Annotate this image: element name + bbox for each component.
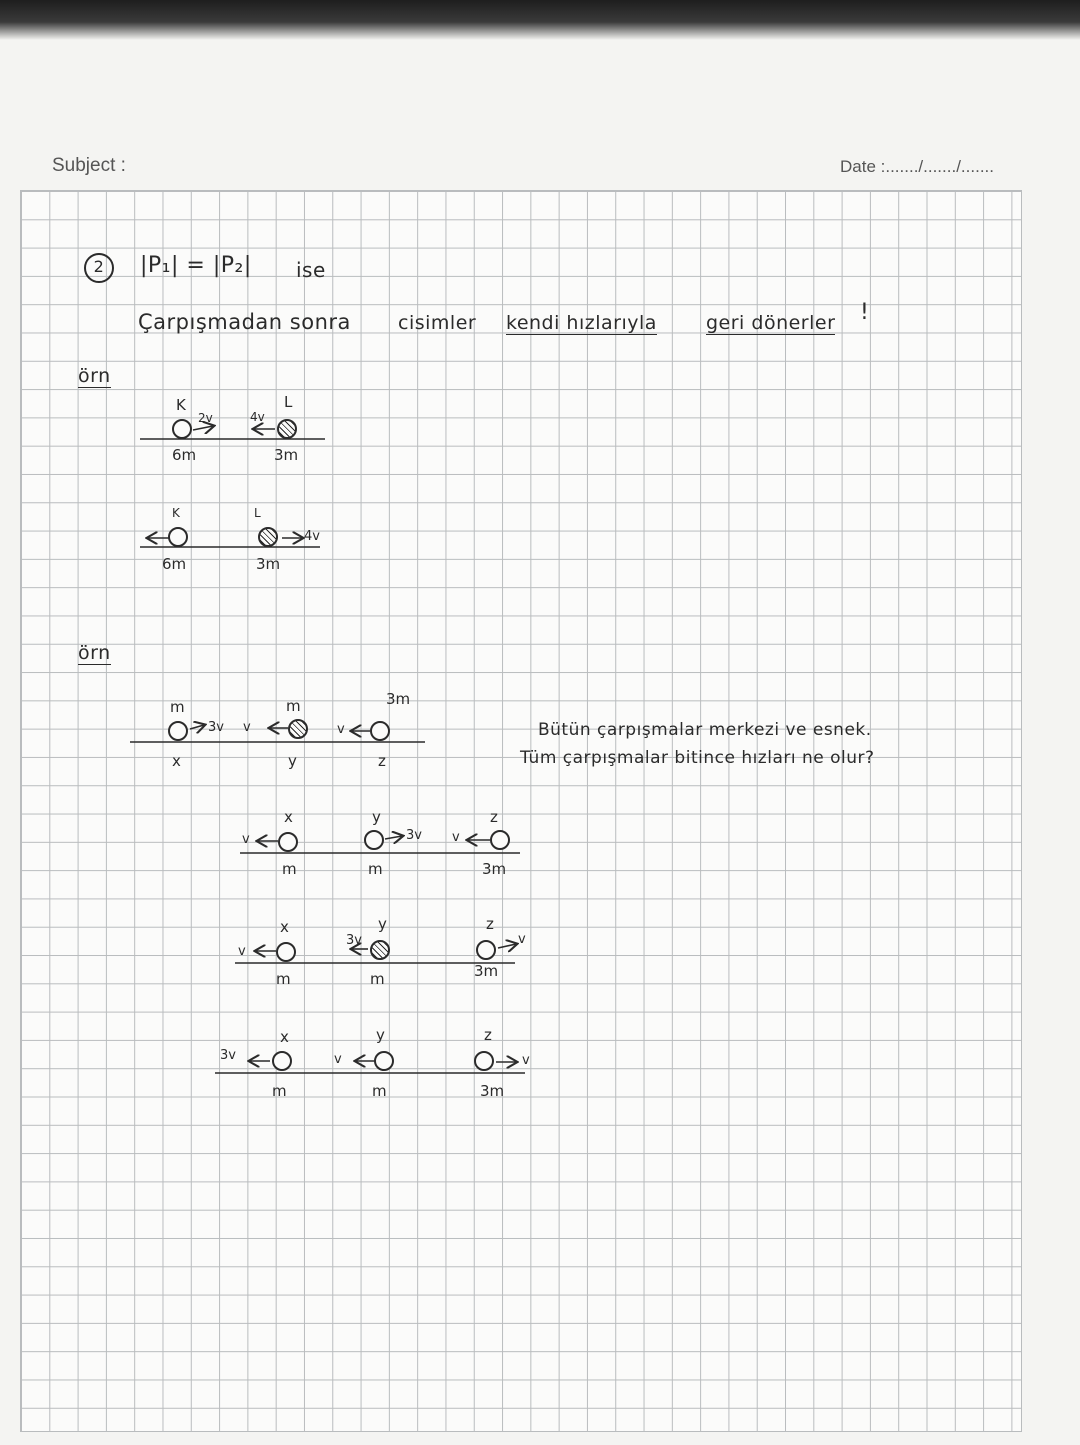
r4-ball-x	[272, 1051, 292, 1071]
r3-mass-y: m	[370, 970, 385, 988]
rule-statement-3: kendi hızlarıyla	[506, 312, 657, 334]
r1-mass-y: m	[286, 697, 301, 715]
ex1-after-mass-l: 3m	[256, 555, 281, 573]
r1-ball-y	[288, 719, 308, 739]
r1-ball-x	[168, 721, 188, 741]
ex1-v-l: 4v	[250, 410, 265, 424]
r2-ball-x	[278, 832, 298, 852]
ex1-after-v-l: 4v	[304, 529, 320, 544]
r3-v-y: 3v	[346, 933, 362, 948]
r4-mass-x: m	[272, 1082, 287, 1100]
r4-mass-z: 3m	[480, 1082, 505, 1100]
r3-lbl-x: x	[280, 918, 289, 936]
r3-lbl-z: z	[486, 915, 494, 933]
r1-lbl-z: z	[378, 752, 386, 770]
r1-x-arrow	[190, 725, 204, 729]
ex1-after-ball-k	[168, 527, 188, 547]
r1-v-z: v	[337, 722, 345, 737]
r1-lbl-y: y	[288, 752, 297, 770]
r3-ball-y	[370, 940, 390, 960]
r2-lbl-x: x	[284, 808, 293, 826]
rule-statement-1: Çarpışmadan sonra	[138, 310, 351, 334]
ex1-k-label: K	[176, 396, 186, 414]
ex1-l-label: L	[284, 393, 293, 411]
r2-ball-z	[490, 830, 510, 850]
r2-ball-y	[364, 830, 384, 850]
ex1-ball-k	[172, 419, 192, 439]
r4-mass-y: m	[372, 1082, 387, 1100]
subject-label: Subject :	[52, 155, 126, 176]
r2-v-y: 3v	[406, 828, 422, 843]
r3-v-z: v	[518, 932, 526, 947]
r2-mass-z: 3m	[482, 860, 507, 878]
r1-lbl-x: x	[172, 752, 181, 770]
r1-mass-x: m	[170, 698, 185, 716]
r3-mass-z: 3m	[474, 962, 499, 980]
example2-note-line-1: Bütün çarpışmalar merkezi ve esnek.	[538, 720, 872, 740]
r1-mass-z: 3m	[386, 690, 411, 708]
ex1-v-k: 2v	[198, 411, 213, 425]
r2-v-x: v	[242, 832, 250, 847]
r4-v-y: v	[334, 1052, 342, 1067]
ex1-k-arrow	[193, 426, 213, 430]
condition-suffix: ise	[296, 258, 326, 282]
r2-lbl-z: z	[490, 808, 498, 826]
rule-exclamation: !	[860, 300, 870, 325]
example1-tag: örn	[78, 365, 111, 387]
r4-v-x: 3v	[220, 1048, 236, 1063]
ex1-ball-l	[277, 419, 297, 439]
ex1-mass-k: 6m	[172, 446, 197, 464]
ex1-mass-l: 3m	[274, 446, 299, 464]
r3-v-x: v	[238, 944, 246, 959]
ex1-after-mass-k: 6m	[162, 555, 187, 573]
r2-mass-y: m	[368, 860, 383, 878]
rule-statement-2: cisimler	[398, 312, 477, 334]
item-number: 2	[84, 253, 114, 283]
r3-ball-x	[276, 942, 296, 962]
r3-mass-x: m	[276, 970, 291, 988]
r2-y-arrow	[385, 836, 402, 839]
r1-ball-z	[370, 721, 390, 741]
r2-mass-x: m	[282, 860, 297, 878]
r3-ball-z	[476, 940, 496, 960]
r2-v-z: v	[452, 830, 460, 845]
ex1-after-l-label: L	[254, 506, 261, 520]
r1-v-y: v	[243, 720, 251, 735]
r4-lbl-z: z	[484, 1026, 492, 1044]
r4-lbl-x: x	[280, 1028, 289, 1046]
r4-ball-y	[374, 1051, 394, 1071]
r1-v-x: 3v	[208, 720, 224, 735]
r4-ball-z	[474, 1051, 494, 1071]
ex1-after-ball-l	[258, 527, 278, 547]
r3-lbl-y: y	[378, 915, 387, 933]
date-label: Date :......./......./.......	[840, 157, 994, 176]
example2-tag: örn	[78, 642, 111, 664]
ex1-after-k-label: K	[172, 506, 180, 520]
r2-lbl-y: y	[372, 808, 381, 826]
r3-z-arrow	[498, 944, 516, 948]
example2-note-line-2: Tüm çarpışmalar bitince hızları ne olur?	[520, 748, 875, 768]
momentum-condition: |P₁| = |P₂|	[140, 253, 252, 278]
r4-v-z: v	[522, 1053, 530, 1068]
r4-lbl-y: y	[376, 1026, 385, 1044]
rule-statement-4: geri dönerler	[706, 312, 836, 334]
